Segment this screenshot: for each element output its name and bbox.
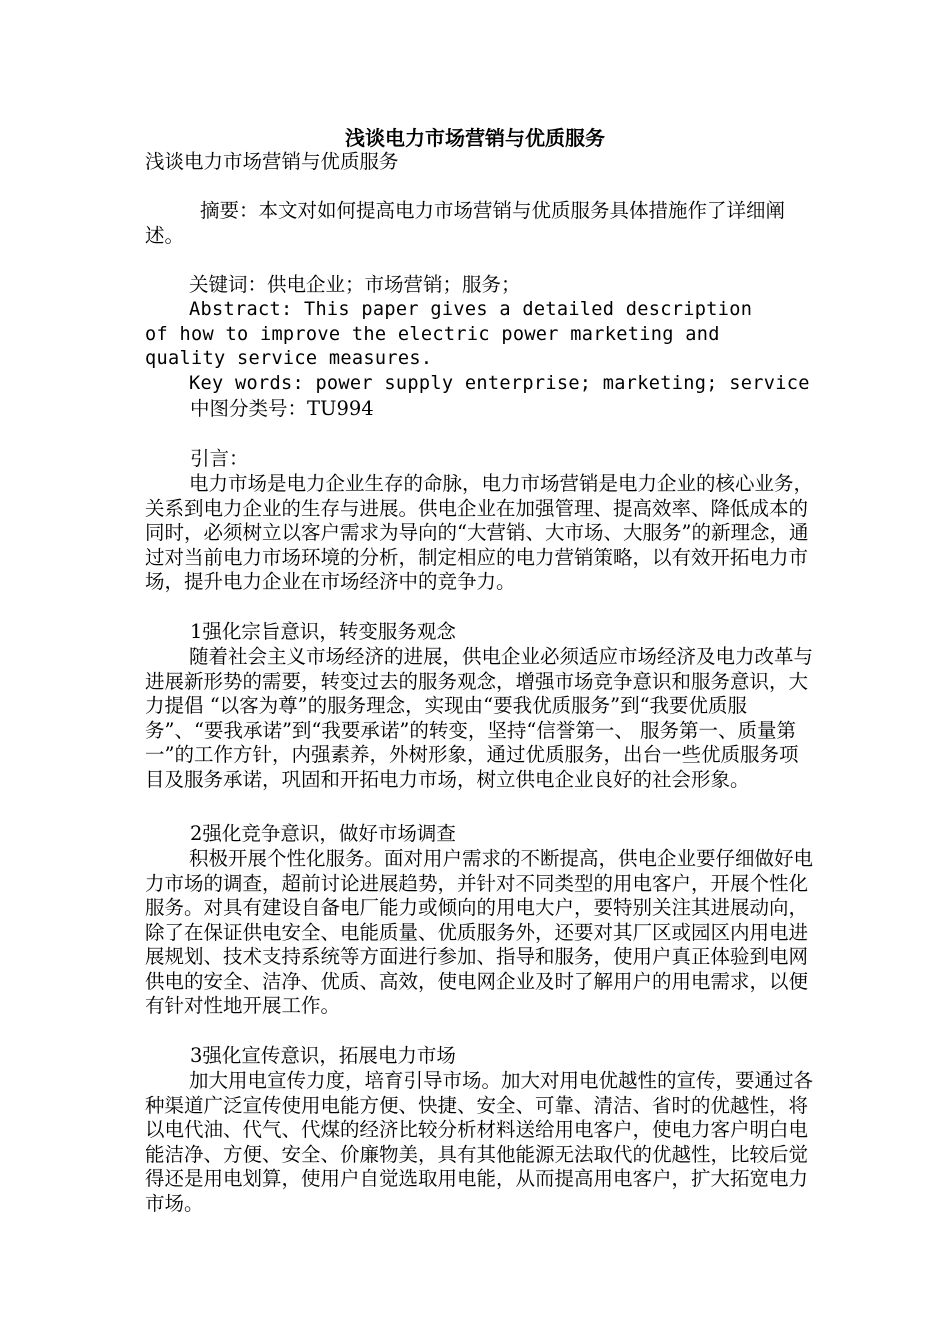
section-1-paragraph: 随着社会主义市场经济的进展，供电企业必须适应市场经济及电力改革与进展新形势的需要，转变过去的服务观念，增强市场竞争意识和服务意识，大力提倡 “以客为尊”的服务理念，实现由“要我优质服务”到“我要优质服务”、“要我承诺”到“我要承诺”的转变，坚持“信誉第一、 服务第一、质量第一”的工作方针，内强素养，外树形象，通过优质服务，出台一些优质服务项目及服务承诺，巩固和开拓电力市场，树立供电企业良好的社会形象。 [145,645,814,791]
keywords-en: Key words: power supply enterprise; marketing; service [189,373,810,394]
section-2-paragraph: 积极开展个性化服务。面对用户需求的不断提高，供电企业要仔细做好电力市场的调查，超前讨论进展趋势，并针对不同类型的用电客户，开展个性化服务。对具有建设自备电厂能力或倾向的用电大户，要特别关注其进展动向，除了在保证供电安全、电能质量、优质服务外，还要对其厂区或园区内用电进展规划、技术支持系统等方面进行参加、指导和服务，使用户真正体验到电网供电的安全、洁净、优质、高效，使电网企业及时了解用户的用电需求，以便有针对性地开展工作。 [145,847,814,1017]
section-2-heading: 2强化竞争意识，做好市场调查 [190,822,456,845]
classification-number: 中图分类号：TU994 [190,397,374,420]
section-3-paragraph: 加大用电宣传力度，培育引导市场。加大对用电优越性的宣传，要通过各种渠道广泛宣传使用电能方便、快捷、安全、可靠、清洁、省时的优越性，将以电代油、代气、代煤的经济比较分析材料送给用电客户，使电力客户明白电能洁净、方便、安全、价廉物美，具有其他能源无法取代的优越性，比较后觉得还是用电划算，使用户自觉选取用电能，从而提高用电客户，扩大拓宽电力市场。 [145,1069,814,1215]
keywords-cn: 关键词：供电企业；市场营销；服务； [189,273,521,296]
section-3-heading: 3强化宣传意识，拓展电力市场 [190,1044,456,1067]
document-subtitle: 浅谈电力市场营销与优质服务 [145,150,399,173]
abstract-en: Abstract: This paper gives a detailed description of how to improve the electric power marketing and quality service measures. [145,299,753,369]
section-1-heading: 1强化宗旨意识，转变服务观念 [190,620,456,643]
intro-heading: 引言： [190,447,249,470]
abstract-cn: 摘要：本文对如何提高电力市场营销与优质服务具体措施作了详细阐述。 [145,199,786,247]
document-title: 浅谈电力市场营销与优质服务 [345,126,605,150]
intro-paragraph: 电力市场是电力企业生存的命脉，电力市场营销是电力企业的核心业务，关系到电力企业的生存与进展。供电企业在加强管理、提高效率、降低成本的同时，必须树立以客户需求为导向的“大营销、大市场、大服务”的新理念，通过对当前电力市场环境的分析，制定相应的电力营销策略，以有效开拓电力市场，提升电力企业在市场经济中的竞争力。 [145,472,814,593]
